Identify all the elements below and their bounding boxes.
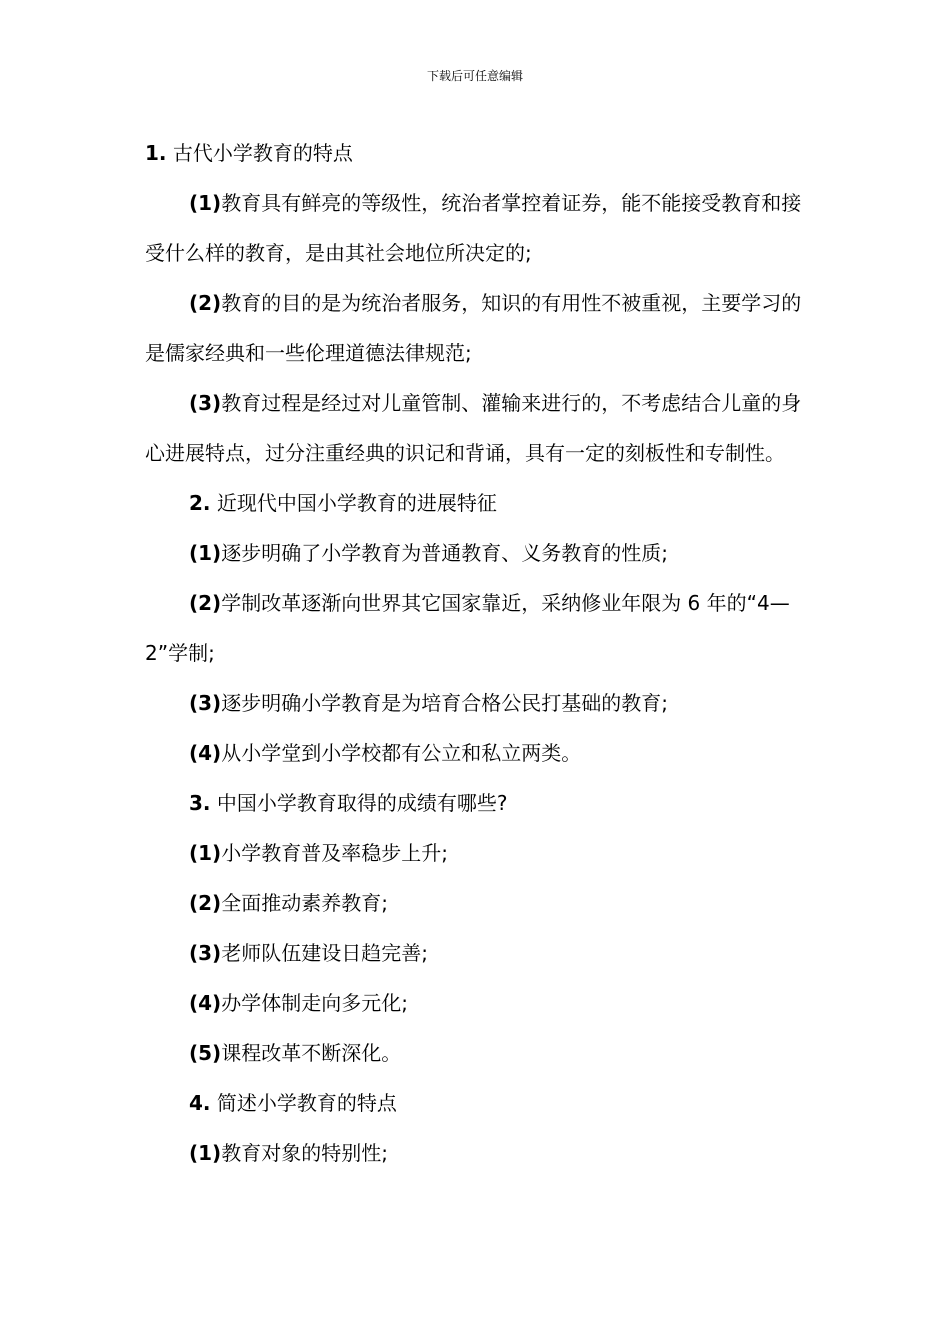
item-number: (1) bbox=[189, 841, 222, 865]
section-heading-1 bbox=[145, 128, 810, 178]
item-number: (1) bbox=[189, 191, 222, 215]
item-text: 近现代中国小学教育的进展特征 bbox=[210, 491, 497, 515]
list-item bbox=[145, 1028, 810, 1078]
item-text: 教育过程是经过对儿童管制、灌输来进行的，不考虑结合儿童的身心进展特点，过分注重经典的识记和背诵，具有一定的刻板性和专制性。 bbox=[145, 391, 802, 465]
item-text: 教育具有鲜亮的等级性，统治者掌控着证券，能不能接受教育和接受什么样的教育，是由其社会地位所决定的; bbox=[145, 191, 802, 265]
item-text: 教育对象的特别性; bbox=[221, 1141, 388, 1165]
section-heading-3 bbox=[145, 778, 810, 828]
item-number: (4) bbox=[189, 741, 222, 765]
list-item bbox=[145, 578, 810, 678]
page-header: 下载后可任意编辑 bbox=[426, 69, 523, 83]
list-item bbox=[145, 928, 810, 978]
list-item bbox=[145, 378, 810, 478]
item-text: 学制改革逐渐向世界其它国家靠近，采纳修业年限为 6 年的“4—2”学制; bbox=[145, 591, 790, 665]
list-item bbox=[145, 678, 810, 728]
item-number: (5) bbox=[189, 1041, 222, 1065]
item-text: 课程改革不断深化。 bbox=[221, 1041, 402, 1065]
list-item bbox=[145, 878, 810, 928]
item-number: (2) bbox=[189, 291, 222, 315]
item-text: 老师队伍建设日趋完善; bbox=[221, 941, 428, 965]
section-heading-4 bbox=[145, 1078, 810, 1128]
item-number: 1. bbox=[145, 141, 167, 165]
item-text: 从小学堂到小学校都有公立和私立两类。 bbox=[221, 741, 582, 765]
item-number: (4) bbox=[189, 991, 222, 1015]
item-number: 4. bbox=[189, 1091, 211, 1115]
item-text: 办学体制走向多元化; bbox=[221, 991, 408, 1015]
item-number: (1) bbox=[189, 541, 222, 565]
list-item bbox=[145, 978, 810, 1028]
item-text: 逐步明确小学教育是为培育合格公民打基础的教育; bbox=[221, 691, 668, 715]
list-item bbox=[145, 1128, 810, 1178]
item-text: 全面推动素养教育; bbox=[221, 891, 388, 915]
list-item bbox=[145, 278, 810, 378]
list-item bbox=[145, 728, 810, 778]
item-number: (3) bbox=[189, 391, 222, 415]
item-text: 古代小学教育的特点 bbox=[166, 141, 353, 165]
item-number: 2. bbox=[189, 491, 211, 515]
item-text: 小学教育普及率稳步上升; bbox=[221, 841, 448, 865]
item-number: (1) bbox=[189, 1141, 222, 1165]
item-text: 中国小学教育取得的成绩有哪些? bbox=[210, 791, 508, 815]
section-heading-2 bbox=[145, 478, 810, 528]
list-item bbox=[145, 828, 810, 878]
item-number: (2) bbox=[189, 591, 222, 615]
item-number: (3) bbox=[189, 691, 222, 715]
item-number: 3. bbox=[189, 791, 211, 815]
item-number: (2) bbox=[189, 891, 222, 915]
item-text: 简述小学教育的特点 bbox=[210, 1091, 397, 1115]
list-item bbox=[145, 528, 810, 578]
item-text: 逐步明确了小学教育为普通教育、义务教育的性质; bbox=[221, 541, 668, 565]
document-body bbox=[145, 128, 810, 1178]
item-number: (3) bbox=[189, 941, 222, 965]
item-text: 教育的目的是为统治者服务，知识的有用性不被重视，主要学习的是儒家经典和一些伦理道德法律规范; bbox=[145, 291, 802, 365]
list-item bbox=[145, 178, 810, 278]
